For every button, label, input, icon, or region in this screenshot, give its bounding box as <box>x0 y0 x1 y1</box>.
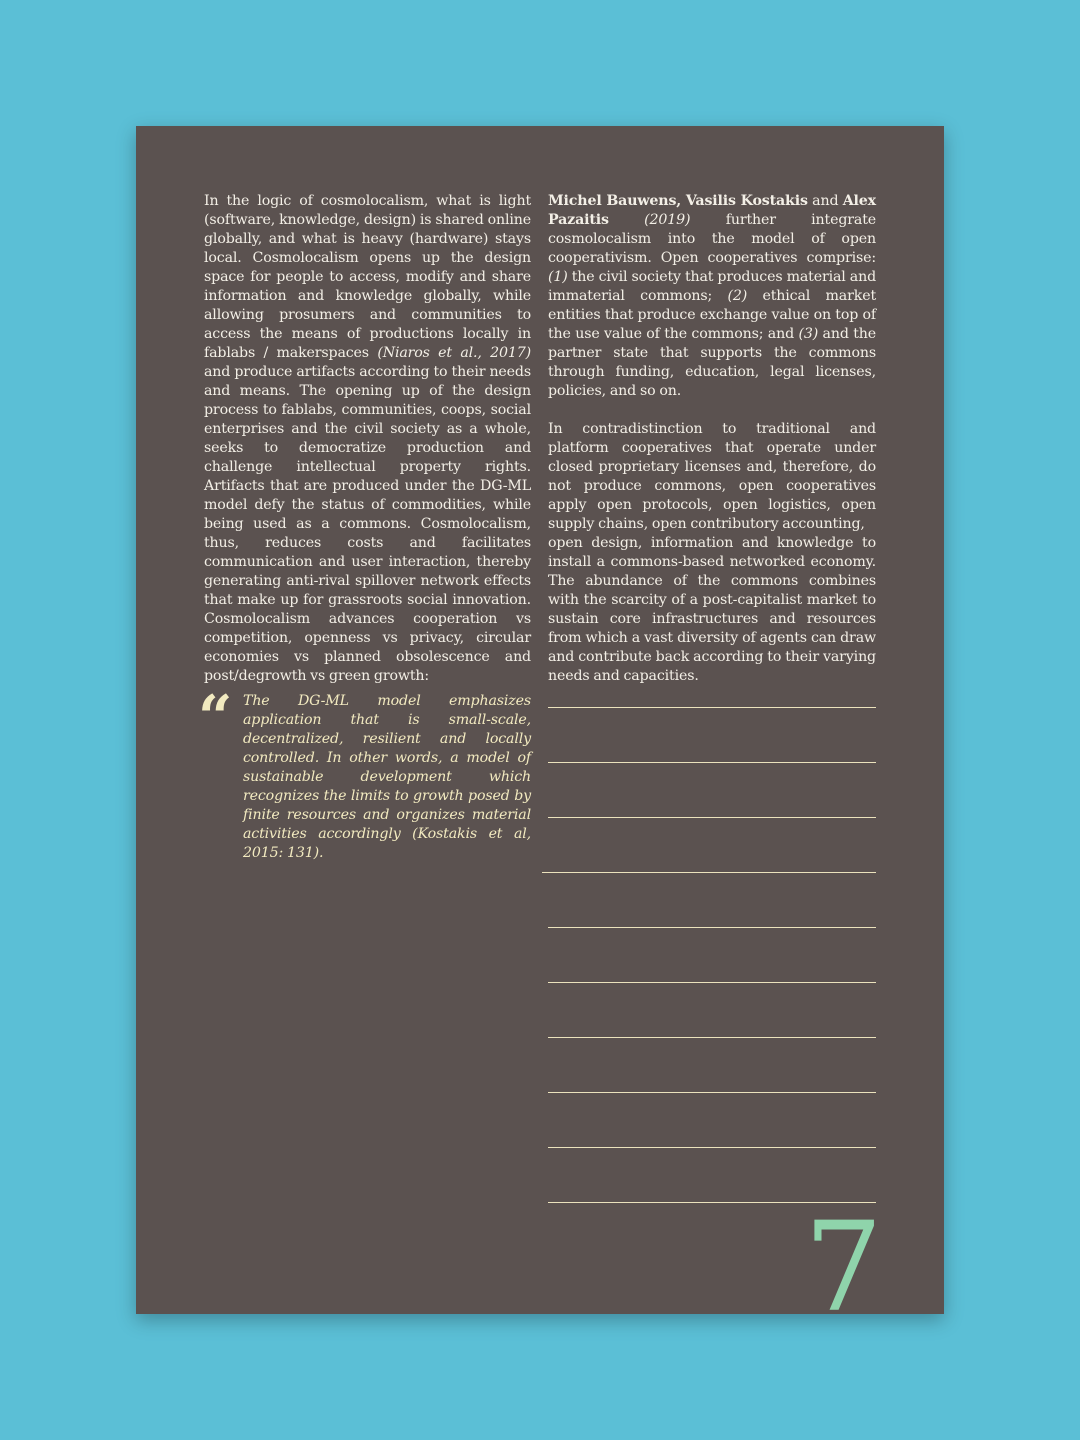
note-line <box>548 1092 876 1147</box>
author-name-pazaitis: Alex Pazaitis <box>548 193 876 228</box>
quote-mark-icon: “ <box>198 683 233 753</box>
note-line <box>548 982 876 1037</box>
note-line <box>548 1147 876 1202</box>
right-text-column <box>548 192 876 686</box>
document-page <box>136 126 944 1314</box>
left-paragraph: In the logic of cosmolocalism, what is light (software, knowledge, design) is shared online globally, and what is heavy (hardware) stays local. Cosmolocalism opens up the design space for people to access, modify and share information and knowledge globally, while allowing prosumers and communities to access the means of productions locally in fablabs / makerspaces (Niaros et al., 2017) and produce artifacts according to their needs and means. The opening up of the design process to fablabs, communities, coops, social enterprises and the civil society as a whole, seeks to democratize production and challenge intellectual property rights. Artifacts that are produced under the DG-ML model defy the status of commodities, while being used as a commons. Cosmolocalism, thus, reduces costs and facilitates communication and user interaction, thereby generating anti-rival spillover network effects that make up for grassroots social innovation. Cosmolocalism advances cooperation vs competition, openness vs privacy, circular economies vs planned obsolescence and post/degrowth vs green growth: <box>204 193 532 684</box>
author-names: Michel Bauwens, Vasilis Kostakis <box>548 193 808 209</box>
note-lines <box>548 707 876 1257</box>
note-line <box>542 872 876 927</box>
note-line <box>548 762 876 817</box>
citation-year: (2019) <box>644 212 691 228</box>
right-paragraph-2-continued: open design, information and knowledge to install a commons-based networked economy. The abundance of the commons combines with the scarcity of a post-capitalist market to sustain core infrastructures and resources from which a vast diversity of agents can draw and contribute back according to their varying needs and capacities. <box>548 535 876 684</box>
enum-2: (2) <box>727 288 748 304</box>
pull-quote <box>198 683 531 863</box>
enum-1: (1) <box>548 269 568 285</box>
note-line <box>548 707 876 762</box>
note-line <box>548 927 876 982</box>
note-line <box>548 1037 876 1092</box>
left-text-column <box>204 192 531 686</box>
citation-niaros: (Niaros et al., 2017) <box>377 345 532 361</box>
right-paragraph-2: In contradistinction to traditional and platform cooperatives that operate under closed proprietary licenses and, therefore, do not produce commons, open cooperatives apply open protocols, open logistics, open supply chains, open contributory accounting, <box>548 421 876 532</box>
quote-text: The DG-ML model emphasizes application that is small-scale, decentralized, resilient and locally controlled. In other words, a model of sustainable development which recognizes the limits to growth posed by finite resources and organizes material activities accordingly (Kostakis et al, 2015: 131). <box>243 693 531 861</box>
enum-3: (3) <box>798 326 819 342</box>
right-paragraph-1: Michel Bauwens, Vasilis Kostakis and Alex Pazaitis (2019) further integrate cosmolocalism into the model of open cooperativism. Open cooperatives comprise: (1) the civil society that produces material and immaterial commons; (2) ethical market entities that produce exchange value on top of the use value of the commons; and (3) and the partner state that supports the commons through funding, education, legal licenses, policies, and so on. <box>548 193 876 399</box>
page-number: 7 <box>804 1196 883 1314</box>
note-line <box>548 817 876 872</box>
